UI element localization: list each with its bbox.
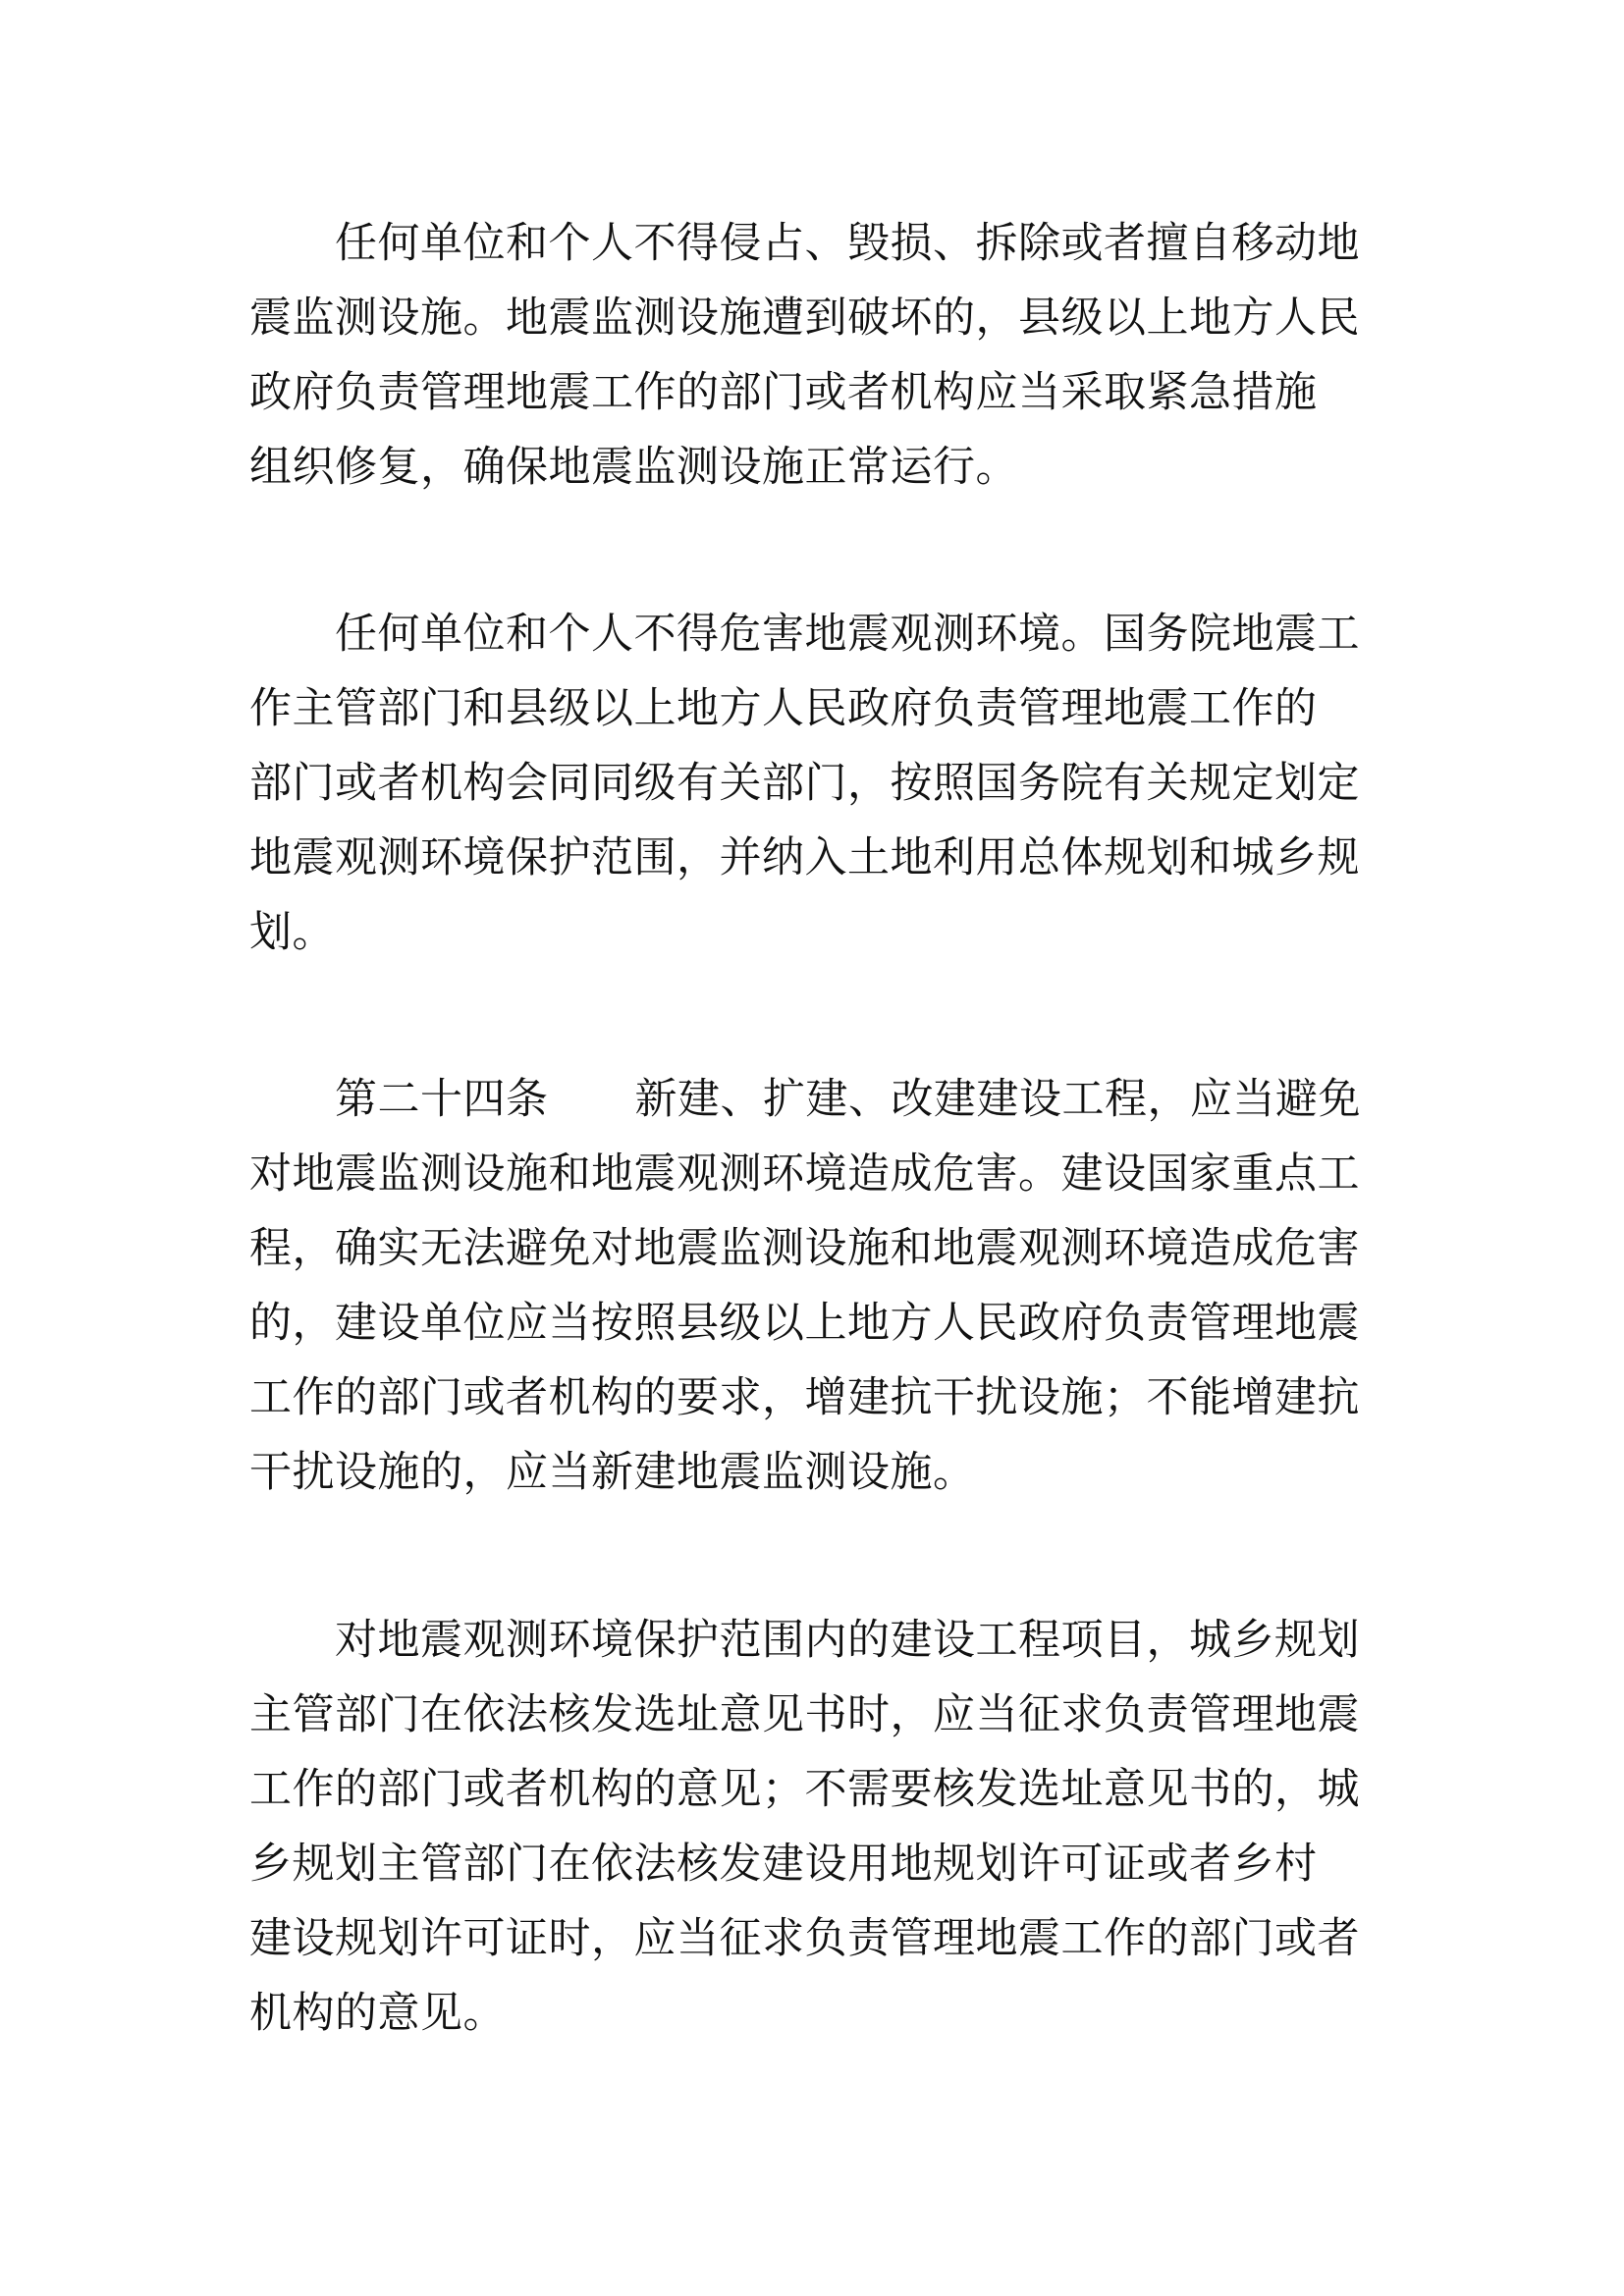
text-line: 划。	[249, 908, 335, 957]
text-line: 作主管部门和县级以上地方人民政府负责管理地震工作的	[249, 684, 1318, 733]
text-line: 的，建设单位应当按照县级以上地方人民政府负责管理地震	[249, 1299, 1360, 1348]
text-line: 乡规划主管部门在依法核发建设用地规划许可证或者乡村	[249, 1840, 1318, 1889]
text-line: 工作的部门或者机构的意见；不需要核发选址意见书的，城	[249, 1765, 1360, 1814]
text-line: 对地震观测环境保护范围内的建设工程项目，城乡规划	[249, 1616, 1360, 1665]
text-line: 震监测设施。地震监测设施遭到破坏的，县级以上地方人民	[249, 294, 1360, 343]
text-line: 政府负责管理地震工作的部门或者机构应当采取紧急措施	[249, 368, 1318, 417]
text-line: 部门或者机构会同同级有关部门，按照国务院有关规定划定	[249, 759, 1360, 808]
article-first-line	[249, 1062, 1388, 1137]
text-line: 机构的意见。	[249, 1989, 506, 2038]
text-line: 地震观测环境保护范围，并纳入土地利用总体规划和城乡规	[249, 833, 1360, 882]
text-line: 对地震监测设施和地震观测环境造成危害。建设国家重点工	[249, 1149, 1360, 1199]
text-line: 任何单位和个人不得侵占、毁损、拆除或者擅自移动地	[249, 219, 1360, 268]
paragraph-planning-approval	[249, 1603, 1388, 2051]
text-line: 建设规划许可证时，应当征求负责管理地震工作的部门或者	[249, 1914, 1360, 1963]
article-first-line-text: 新建、扩建、改建建设工程，应当避免	[634, 1075, 1361, 1124]
text-line: 组织修复，确保地震监测设施正常运行。	[249, 443, 1018, 492]
article-number: 第二十四条	[249, 1075, 549, 1124]
text-line: 主管部门在依法核发选址意见书时，应当征求负责管理地震	[249, 1690, 1360, 1739]
paragraph-observation-environment	[249, 597, 1388, 970]
text-line: 程，确实无法避免对地震监测设施和地震观测环境造成危害	[249, 1224, 1360, 1273]
text-line: 任何单位和个人不得危害地震观测环境。国务院地震工	[249, 610, 1360, 659]
paragraph-article-24	[249, 1062, 1388, 1510]
text-line: 干扰设施的，应当新建地震监测设施。	[249, 1448, 976, 1497]
paragraph-monitoring-facilities	[249, 206, 1388, 505]
text-line: 工作的部门或者机构的要求，增建抗干扰设施；不能增建抗	[249, 1373, 1360, 1422]
